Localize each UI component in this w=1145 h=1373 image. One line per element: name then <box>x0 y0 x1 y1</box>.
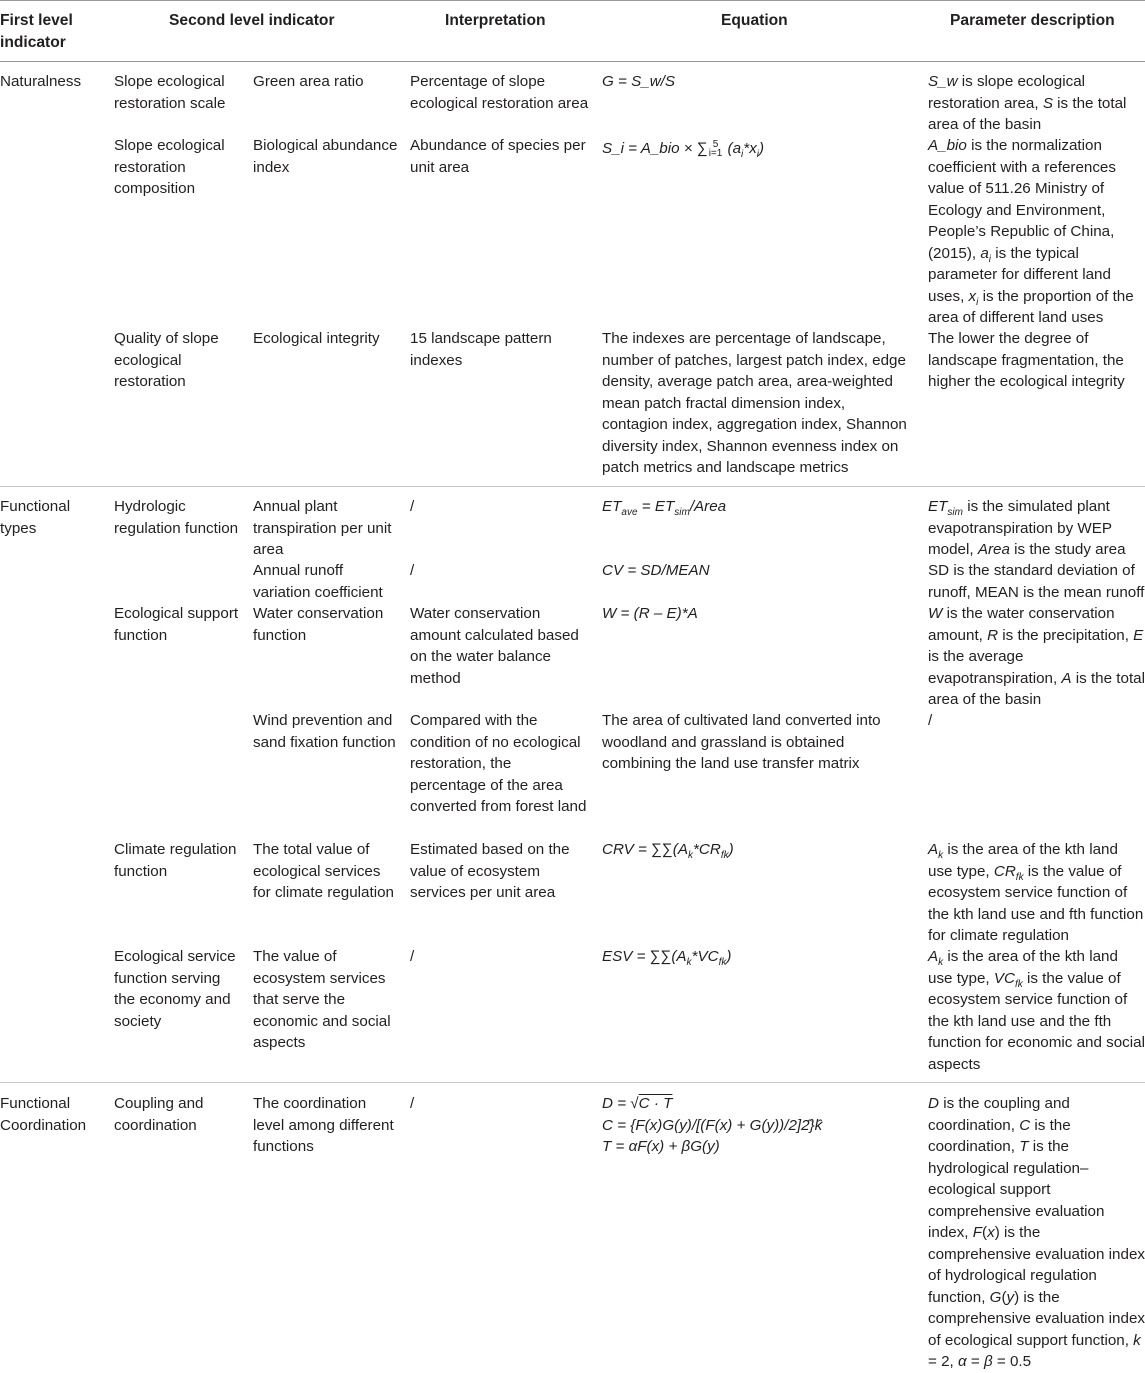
row4-interpretation: / <box>410 498 415 515</box>
header-first-level: First level indicator <box>0 12 73 51</box>
naturalness-rule <box>0 486 1145 487</box>
top-rule <box>0 0 1145 1</box>
row4-parameter: $ET_{sim}$ is the simulated plant evapotranspiration by WEP model, Area is the study area <box>928 498 1126 558</box>
row2-equation: S_i = A_bio × ∑ 5 i=1 $(a_i*x_i)$ <box>602 138 765 161</box>
row9-second-level: Ecological service function serving the economy and society <box>114 948 236 1030</box>
row7-equation: The area of cultivated land converted into woodland and grassland is obtained combining the land use transfer matrix <box>602 712 881 772</box>
row1-second-level: Slope ecological restoration scale <box>114 73 226 112</box>
row4-second-level: Hydrologic regulation function <box>114 498 239 537</box>
group-functional-types: Functional types <box>0 498 71 537</box>
row8-second-level: Climate regulation function <box>114 841 237 880</box>
header-rule <box>0 61 1145 62</box>
row6-equation: W = (R – E)*A <box>602 605 698 622</box>
group-functional-coordination: Functional Coordination <box>0 1095 87 1134</box>
row6-parameter: W is the water conservation amount, R is the precipitation, E is the average evapotranspiration, A is the total area of the basin <box>928 605 1145 708</box>
row3-second-level: Quality of slope ecological restoration <box>114 330 219 390</box>
row8-indicator: The total value of ecological services for climate regulation <box>253 841 394 901</box>
row10-parameter: D is the coupling and coordination, C is the coordination, T is the hydrological regulation–ecological support comprehensive evaluation index, F(x) is the comprehensive evaluation index of hydrological regulation function, G(y) is the comprehensive evaluation index of ecological support function, k = 2, α = β = 0.5 <box>928 1095 1145 1370</box>
header-second-level: Second level indicator <box>169 12 335 29</box>
row2-parameter: A_bio is the normalization coefficient with a references value of 511.26 Ministry of Ecology and Environment, People’s Republic of China, (2015), $a_i$ is the typical parameter for different land uses, $x_i$ is the proportion of the area of different land uses <box>928 137 1134 326</box>
row2-interpretation: Abundance of species per unit area <box>410 137 586 176</box>
header-equation: Equation <box>721 12 788 29</box>
row7-indicator: Wind prevention and sand fixation function <box>253 712 396 751</box>
row7-parameter: / <box>928 712 933 729</box>
row3-indicator: Ecological integrity <box>253 330 380 347</box>
row10-equation: D = √C · T C = {F(x)G(y)/[(F(x) + G(y))/2]2̂}k̂ T = αF(x) + βG(y) <box>602 1095 823 1155</box>
row3-interpretation: 15 landscape pattern indexes <box>410 330 552 369</box>
row5-parameter: SD is the standard deviation of runoff, MEAN is the mean runoff <box>928 562 1145 601</box>
row2-second-level: Slope ecological restoration composition <box>114 137 225 197</box>
row6-second-level: Ecological support function <box>114 605 239 644</box>
row1-interpretation: Percentage of slope ecological restoration area <box>410 73 589 112</box>
row1-equation: G = S_w/S <box>602 73 676 90</box>
header-parameter-description: Parameter description <box>950 12 1115 29</box>
row9-equation: ESV = $\sum\sum(A_k*VC_{fk})$ <box>602 948 732 969</box>
row4-indicator: Annual plant transpiration per unit area <box>253 498 392 558</box>
header-interpretation: Interpretation <box>445 12 546 29</box>
row6-indicator: Water conservation function <box>253 605 384 644</box>
sum-upper-limit: 5 <box>712 138 719 150</box>
row6-interpretation: Water conservation amount calculated based on the water balance method <box>410 605 579 687</box>
functional-types-rule <box>0 1082 1145 1083</box>
row10-second-level: Coupling and coordination <box>114 1095 204 1134</box>
row5-indicator: Annual runoff variation coefficient <box>253 562 383 601</box>
row3-equation: The indexes are percentage of landscape, number of patches, largest patch index, edge density, average patch area, area-weighted mean patch fractal dimension index, contagion index, aggregation index, Shannon diversity index, Shannon evenness index on patch metrics and landscape metrics <box>602 330 907 476</box>
row7-interpretation: Compared with the condition of no ecological restoration, the percentage of the area converted from forest land <box>410 712 587 815</box>
row1-indicator: Green area ratio <box>253 73 364 90</box>
row4-equation: $ET_{ave}$ = $ET_{sim}$/Area <box>602 498 727 519</box>
row9-parameter: $A_k$ is the area of the kth land use type, $VC_{fk}$ is the value of ecosystem service function of the kth land use and the fth function for economic and social aspects <box>928 948 1145 1073</box>
row5-equation: CV = SD/MEAN <box>602 562 710 579</box>
row9-interpretation: / <box>410 948 415 965</box>
row9-indicator: The value of ecosystem services that serve the economic and social aspects <box>253 948 391 1051</box>
row5-interpretation: / <box>410 562 415 579</box>
row8-parameter: $A_k$ is the area of the kth land use type, $CR_{fk}$ is the value of ecosystem service function of the kth land use and fth function for climate regulation <box>928 841 1144 944</box>
row10-indicator: The coordination level among different functions <box>253 1095 394 1155</box>
row2-indicator: Biological abundance index <box>253 137 398 176</box>
row1-parameter: S_w is slope ecological restoration area, S is the total area of the basin <box>928 73 1127 133</box>
sum-lower-limit: i=1 <box>708 147 723 159</box>
row8-equation: CRV = $\sum\sum(A_k*CR_{fk})$ <box>602 841 734 862</box>
row10-interpretation: / <box>410 1095 415 1112</box>
row8-interpretation: Estimated based on the value of ecosystem services per unit area <box>410 841 570 901</box>
group-naturalness: Naturalness <box>0 73 82 90</box>
row3-parameter: The lower the degree of landscape fragmentation, the higher the ecological integrity <box>928 330 1125 390</box>
